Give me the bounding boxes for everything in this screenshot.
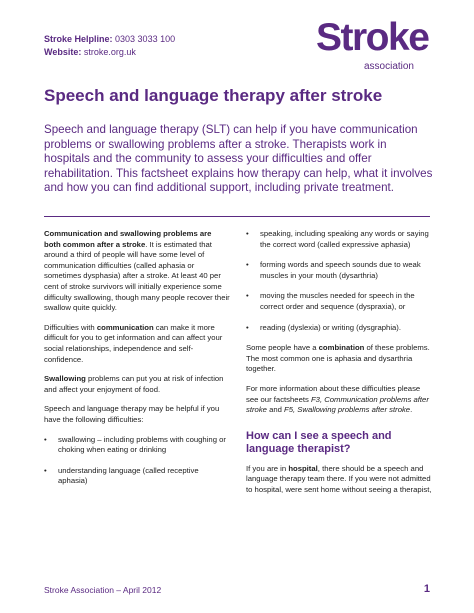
list-item bbox=[246, 260, 432, 281]
bullet-icon: • bbox=[44, 434, 47, 444]
text: of these problems. The most common one is aphasia and dysarthria together. bbox=[246, 343, 430, 374]
bullet-icon: • bbox=[246, 229, 249, 238]
helpline-label: Stroke Helpline: bbox=[44, 34, 113, 44]
text: If you are in bbox=[246, 463, 289, 473]
list-item-text: swallowing – including problems with coughing or choking when eating or drinking bbox=[58, 434, 226, 455]
list-item-text: reading (dyslexia) or writing (dysgraphia). bbox=[260, 322, 401, 332]
divider bbox=[44, 216, 430, 217]
text: . It is estimated that around a third of people will have some level of communication difficulties (called aphasia or sometimes dysphasia) after a stroke. At least 40 per cent of stroke survivors will initially experience some difficulty swallowing, though many people recover their swallow quite quickly. bbox=[44, 239, 230, 313]
difficulties-list bbox=[44, 435, 230, 487]
bullet-icon: • bbox=[44, 465, 47, 475]
logo-subtitle: association bbox=[363, 61, 414, 72]
contact-info bbox=[44, 33, 175, 58]
bullet-icon: • bbox=[246, 260, 249, 270]
bold-phrase: communication bbox=[96, 322, 154, 332]
left-column bbox=[44, 229, 230, 497]
text: problems can put you at risk of infection and affect your enjoyment of food. bbox=[44, 374, 224, 394]
factsheet-reference: F3, Communication problems after stroke bbox=[246, 394, 429, 415]
list-item-text: forming words and speech sounds due to weak muscles in your mouth (dysarthria) bbox=[260, 260, 421, 280]
paragraph-more-info bbox=[246, 384, 432, 416]
list-item-text: moving the muscles needed for speech in the correct order and sequence (dyspraxia), or bbox=[260, 291, 415, 311]
footer-text: Stroke Association – April 2012 bbox=[44, 585, 162, 595]
stroke-association-logo bbox=[316, 16, 434, 72]
website-link[interactable]: stroke.org.uk bbox=[83, 46, 136, 57]
paragraph-combination bbox=[246, 343, 432, 375]
text: . bbox=[410, 405, 413, 415]
bold-phrase: combination bbox=[318, 343, 365, 353]
paragraph-hospital bbox=[246, 464, 432, 496]
section-heading: How can I see a speech and language therapist? bbox=[246, 429, 392, 455]
list-item bbox=[44, 435, 230, 456]
text: Difficulties with bbox=[44, 322, 97, 332]
logo-word: Stroke bbox=[316, 16, 429, 59]
factsheet-reference: F5, Swallowing problems after stroke bbox=[284, 405, 411, 415]
difficulties-list-continued bbox=[246, 229, 432, 333]
bold-phrase: hospital bbox=[288, 463, 318, 473]
intro-paragraph: Speech and language therapy (SLT) can help if you have communication problems or swallowing problems after a stroke. Therapists work in hospitals and the community to assess your difficulties and offer rehabilitation. This factsheet explains how therapy can help, what it involves and how you can find additional support, including private treatment. bbox=[44, 123, 433, 195]
paragraph-therapy-helpful: Speech and language therapy may be helpful if you have the following difficulties: bbox=[44, 404, 220, 424]
text: , there should be a speech and language therapy team there. If you were not admitted to hospital, were sent home without seeing a therapist, bbox=[246, 463, 432, 494]
text: For more information about these difficulties please see our factsheets bbox=[246, 383, 421, 404]
list-item-text: speaking, including speaking any words or saying the correct word (called expressive aphasia) bbox=[260, 229, 429, 249]
list-item bbox=[44, 466, 230, 487]
list-item-text: understanding language (called receptive aphasia) bbox=[58, 465, 199, 486]
list-item bbox=[246, 323, 432, 334]
helpline-number: 0303 3033 100 bbox=[115, 34, 176, 44]
text: Some people have a bbox=[246, 343, 319, 353]
page-number: 1 bbox=[423, 583, 430, 595]
text: can make it more difficult for you to get information and can affect your social relationships, independence and self-confidence. bbox=[44, 322, 223, 364]
page-title: Speech and language therapy after stroke bbox=[44, 86, 383, 105]
list-item bbox=[246, 229, 432, 250]
paragraph-communication bbox=[44, 323, 230, 365]
right-column bbox=[246, 229, 432, 505]
bullet-icon: • bbox=[246, 291, 249, 301]
bold-phrase: Swallowing bbox=[44, 374, 86, 384]
list-item bbox=[246, 291, 432, 312]
bold-phrase: Communication and swallowing problems are both common after a stroke bbox=[44, 229, 212, 249]
paragraph-swallowing bbox=[44, 374, 230, 395]
bullet-icon: • bbox=[246, 322, 249, 332]
website-label: Website: bbox=[44, 46, 82, 57]
text: and bbox=[266, 405, 285, 415]
paragraph-common-problems bbox=[44, 229, 230, 314]
